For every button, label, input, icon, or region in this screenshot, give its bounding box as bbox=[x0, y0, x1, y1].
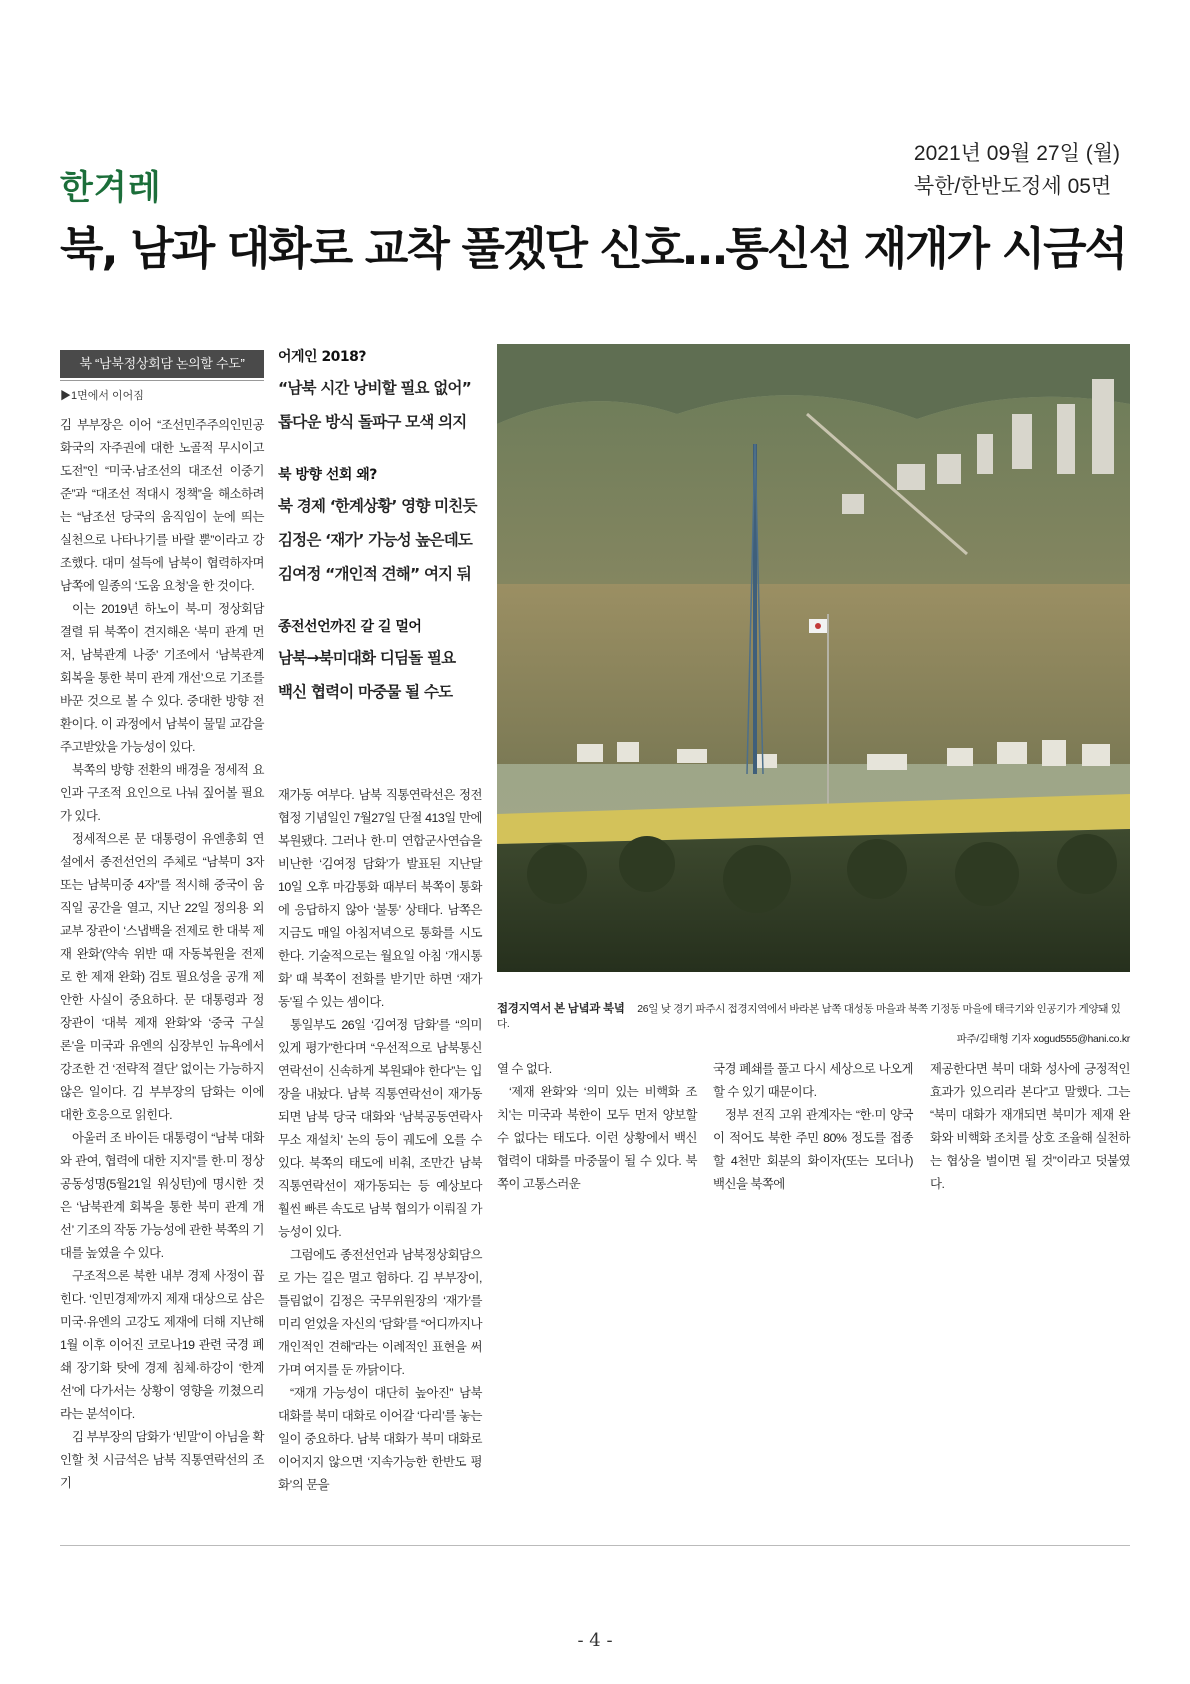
bottom-divider bbox=[60, 1545, 1130, 1546]
subhead-line: 북 경제 ‘한계상황’ 영향 미친듯 bbox=[278, 497, 477, 515]
kicker-label: 북 “남북정상회담 논의할 수도” bbox=[60, 350, 264, 378]
article-column-3 bbox=[497, 1058, 697, 1196]
paragraph: 통일부도 26일 ‘김여정 담화’를 “의미 있게 평가”한다며 “우선적으로 남북통신연락선이 신속하게 복원돼야 한다”는 입장을 내놨다. 남북 직통연락선이 재가동되면 남북 당국 대화와 ‘남북공동연락사무소 재설치’ 논의 등이 궤도에 오를 수 있다. 북쪽의 태도에 비춰, 조만간 남북 직통연락선이 재가동되는 등 예상보다 훨씬 빠른 속도로 남북 협의가 이뤄질 가능성이 있다. bbox=[278, 1018, 482, 1239]
newspaper-masthead: 한겨레 bbox=[60, 168, 162, 208]
article-column-2 bbox=[278, 784, 482, 1497]
photo-image bbox=[497, 344, 1130, 972]
article-column-4 bbox=[713, 1058, 913, 1196]
photo-caption bbox=[497, 1002, 1130, 1047]
paragraph: 열 수 없다. bbox=[497, 1062, 552, 1076]
border-villages-photo bbox=[497, 344, 1130, 972]
paragraph: 아울러 조 바이든 대통령이 “남북 대화와 관여, 협력에 대한 지지”를 한·미 정상 공동성명(5월21일 워싱턴)에 명시한 것은 ‘남북관계 회복을 통한 북미 관계 개선’ 기조의 작동 가능성에 관한 북쪽의 기대를 높였을 수 있다. bbox=[60, 1131, 264, 1260]
page-number: - 4 - bbox=[577, 1630, 613, 1651]
photo-credit: 파주/김태형 기자 xogud555@hani.co.kr bbox=[956, 1033, 1130, 1045]
subhead-group bbox=[278, 461, 478, 591]
subhead-line: 백신 협력이 마중물 될 수도 bbox=[278, 683, 453, 701]
paragraph: 정세적으론 문 대통령이 유엔총회 연설에서 종전선언의 주체로 “남북미 3자 또는 남북미중 4자”를 적시해 중국이 움직일 공간을 열고, 지난 22일 정의용 외교부 장관이 ‘스냅백을 전제로 한 대북 제재 완화’(약속 위반 때 자동복원을 전제로 한 제재 완화) 검토 필요성을 공개 제안한 사실이 중요하다. 문 대통령과 정 장관이 ‘대북 제재 완화’와 ‘중국 구실론’을 미국과 유엔의 심장부인 뉴욕에서 강조한 건 ‘전략적 결단’ 없이는 가능하지 않은 일이다. 김 부부장의 담화는 이에 대한 호응으로 읽힌다. bbox=[60, 832, 264, 1122]
paragraph: 김 부부장의 담화가 ‘빈말’이 아님을 확인할 첫 시금석은 남북 직통연락선의 조기 bbox=[60, 1430, 264, 1490]
subhead-line: “남북 시간 낭비할 필요 없어” bbox=[278, 379, 472, 397]
dateline bbox=[914, 137, 1120, 203]
subhead-line: 김여정 “개인적 견해” 여지 둬 bbox=[278, 565, 472, 583]
paragraph: “재개 가능성이 대단히 높아진” 남북 대화를 북미 대화로 이어갈 ‘다리’를 놓는 일이 중요하다. 남북 대화가 북미 대화로 이어지지 않으면 ‘지속가능한 한반도 평화’의 문을 bbox=[278, 1386, 482, 1492]
caption-title: 접경지역서 본 남녘과 북녘 bbox=[497, 1003, 625, 1015]
subhead-line: 남북→북미대화 디딤돌 필요 bbox=[278, 649, 456, 667]
paragraph: 구조적으론 북한 내부 경제 사정이 꼽힌다. ‘인민경제’까지 제재 대상으로 삼은 미국·유엔의 고강도 제재에 더해 지난해 1월 이후 이어진 코로나19 관련 국경 폐쇄 장기화 탓에 경제 침체·하강이 ‘한계선’에 다가서는 상황이 영향을 끼쳤으리라는 분석이다. bbox=[60, 1269, 264, 1421]
article-headline: 북, 남과 대화로 교착 풀겠단 신호…통신선 재개가 시금석 bbox=[60, 222, 1127, 275]
subhead-label: 어게인 2018? bbox=[278, 349, 367, 365]
subhead-line: 김정은 ‘재가’ 가능성 높은데도 bbox=[278, 531, 473, 549]
subheadings bbox=[278, 343, 478, 731]
paragraph: 김 부부장은 이어 “조선민주주의인민공화국의 자주권에 대한 노골적 무시이고 도전”인 “미국·남조선의 대조선 이중기준”과 “대조선 적대시 정책”을 해소하려는 “남조선 당국의 움직임이 눈에 띄는 실천으로 나타나기를 바랄 뿐”이라고 강조했다. 대미 설득에 남북이 협력하자며 남쪽에 일종의 ‘도움 요청’을 한 것이다. bbox=[60, 418, 264, 593]
caption-text: 26일 낮 경기 파주시 접경지역에서 바라본 남쪽 대성동 마을과 북쪽 기정동 마을에 태극기와 인공기가 게양돼 있다. bbox=[497, 1003, 1121, 1030]
jump-note: ▶1면에서 이어짐 bbox=[60, 390, 144, 402]
paragraph: 국경 폐쇄를 풀고 다시 세상으로 나오게 할 수 있기 때문이다. bbox=[713, 1062, 913, 1099]
kicker-divider bbox=[60, 380, 264, 381]
paragraph: 이는 2019년 하노이 북-미 정상회담 결렬 뒤 북쪽이 견지해온 ‘북미 관계 먼저, 남북관계 나중’ 기조에서 ‘남북관계 회복을 통한 북미 관계 개선’으로 기조를 바꾼 것으로 볼 수 있다. 중대한 방향 전환이다. 이 과정에서 남북이 물밑 교감을 주고받았을 가능성이 있다. bbox=[60, 602, 264, 754]
paragraph: 재가동 여부다. 남북 직통연락선은 정전협정 기념일인 7월27일 단절 413일 만에 복원됐다. 그러나 한·미 연합군사연습을 비난한 ‘김여정 담화’가 발표된 지난달 10일 오후 마감통화 때부터 북쪽이 통화에 응답하지 않아 ‘불통’ 상태다. 남쪽은 지금도 매일 아침저녁으로 통화를 시도한다. 기술적으로는 월요일 아침 ‘개시통화’ 때 북쪽이 전화를 받기만 하면 ‘재가동’될 수 있는 셈이다. bbox=[278, 788, 482, 1009]
subhead-label: 종전선언까진 갈 길 멀어 bbox=[278, 619, 422, 635]
subhead-line: 톱다운 방식 돌파구 모색 의지 bbox=[278, 413, 467, 431]
paragraph: 정부 전직 고위 관계자는 “한·미 양국이 적어도 북한 주민 80% 정도를 접종할 4천만 회분의 화이자(또는 모더나) 백신을 북쪽에 bbox=[713, 1108, 913, 1191]
subhead-group bbox=[278, 343, 478, 439]
paragraph: ‘제재 완화’와 ‘의미 있는 비핵화 조치’는 미국과 북한이 모두 먼저 양보할 수 없다는 태도다. 이런 상황에서 백신 협력이 대화를 마중물이 될 수 있다. 북쪽이 고통스러운 bbox=[497, 1085, 697, 1191]
publish-date: 2021년 09월 27일 (월) bbox=[913, 142, 1120, 165]
section-page: 북한/한반도정세 05면 bbox=[913, 175, 1112, 198]
article-column-1 bbox=[60, 414, 264, 1495]
paragraph: 그럼에도 종전선언과 남북정상회담으로 가는 길은 멀고 험하다. 김 부부장이, 틀림없이 김정은 국무위원장의 ‘재가’를 미리 얻었을 자신의 ‘담화’를 “어디까지나 개인적인 견해”라는 이례적인 표현을 써가며 여지를 둔 까닭이다. bbox=[278, 1248, 482, 1377]
article-column-5 bbox=[930, 1058, 1130, 1196]
subhead-group bbox=[278, 613, 478, 709]
paragraph: 제공한다면 북미 대화 성사에 긍정적인 효과가 있으리라 본다”고 말했다. 그는 “북미 대화가 재개되면 북미가 제재 완화와 비핵화 조치를 상호 조율해 실천하는 협상을 벌이면 될 것”이라고 덧붙였다. bbox=[930, 1062, 1130, 1191]
paragraph: 북쪽의 방향 전환의 배경을 정세적 요인과 구조적 요인으로 나눠 짚어볼 필요가 있다. bbox=[60, 763, 264, 823]
subhead-label: 북 방향 선회 왜? bbox=[278, 467, 377, 483]
